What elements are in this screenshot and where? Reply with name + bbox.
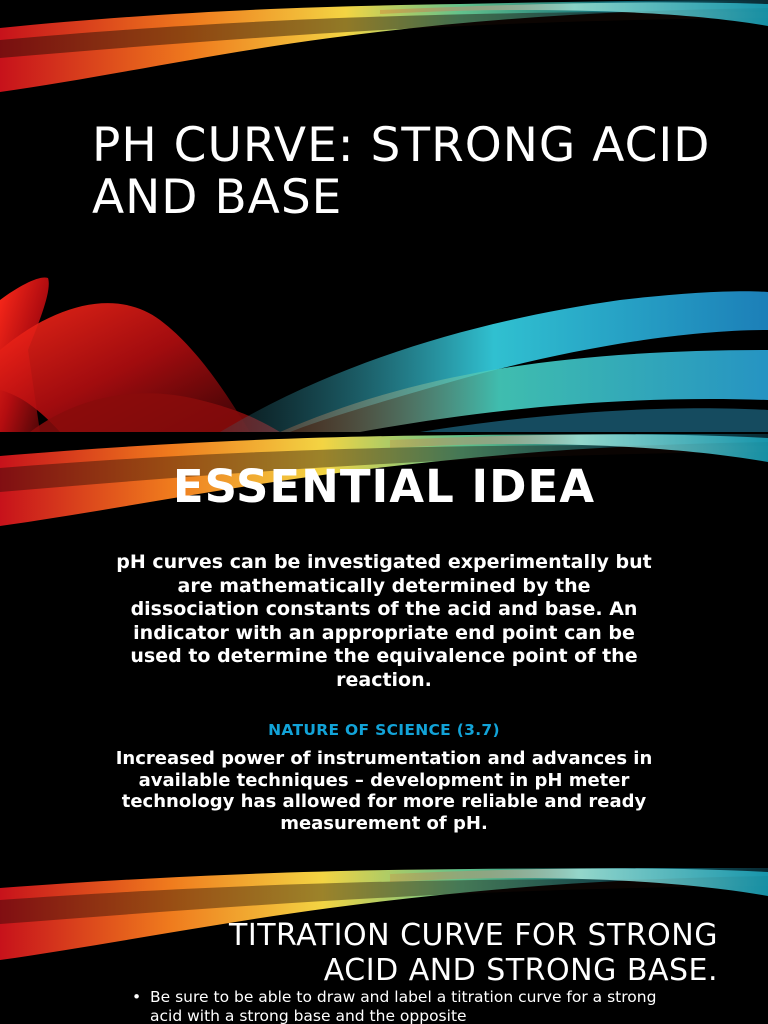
slide-title: TITRATION CURVE FOR STRONG ACID AND STRONG BASE. bbox=[229, 918, 718, 988]
bullet-icon: • bbox=[132, 988, 142, 1006]
nature-of-science-heading: NATURE OF SCIENCE (3.7) bbox=[268, 721, 500, 739]
slide-title: ESSENTIAL IDEA bbox=[172, 460, 596, 513]
slide-title: PH CURVE: STRONG ACID AND BASE bbox=[92, 118, 711, 225]
essential-idea-slide bbox=[0, 432, 768, 866]
essential-idea-text: pH curves can be investigated experimentally but are mathematically determined by the dissociation constants of the acid and base. An indicator with an appropriate end point can be used to determine the equivalence point of the reaction. bbox=[116, 551, 652, 691]
bullet-text: Be sure to be able to draw and label a titration curve for a strong acid with a strong base and the opposite bbox=[150, 988, 657, 1024]
list-item bbox=[132, 988, 692, 1024]
titration-curve-slide bbox=[0, 866, 768, 1024]
bullet-list bbox=[132, 988, 692, 1024]
nature-of-science-text: Increased power of instrumentation and advances in available techniques – development in pH meter technology has allowed for more reliable and ready measurement of pH. bbox=[115, 748, 653, 834]
title-slide bbox=[0, 0, 768, 432]
